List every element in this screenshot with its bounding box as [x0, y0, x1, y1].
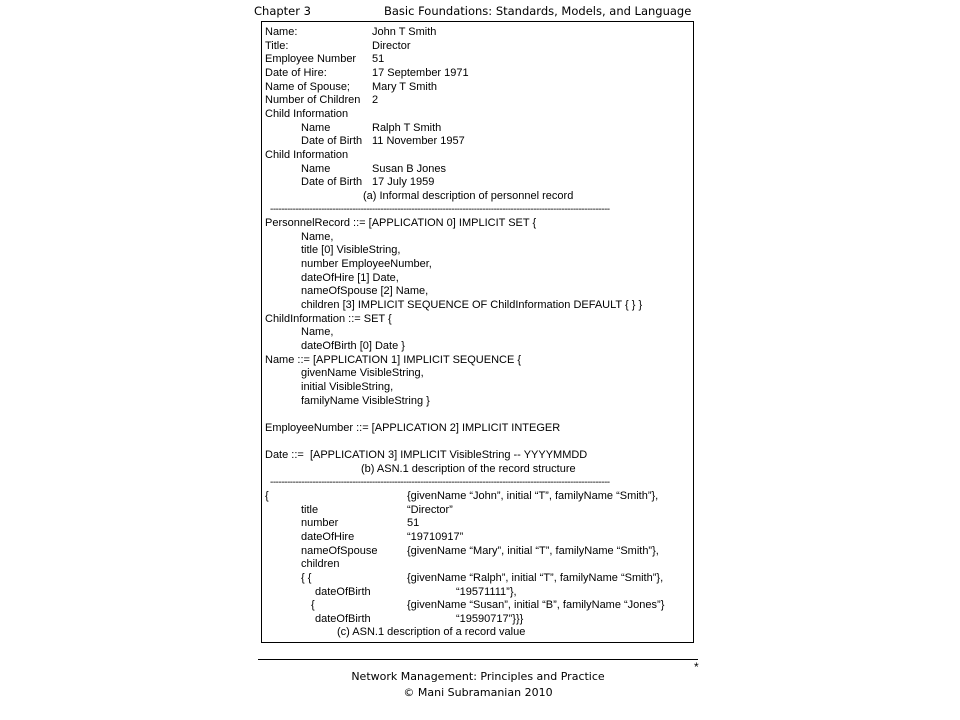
footer-mark: * — [694, 660, 699, 674]
field-value: 11 November 1957 — [372, 135, 465, 147]
field-label: Name — [301, 163, 331, 175]
caption-a: (a) Informal description of personnel record — [363, 190, 574, 202]
figure-box — [261, 21, 694, 643]
chapter-title: Basic Foundations: Standards, Models, and Language — [384, 4, 692, 18]
asn1-line: Date ::= [APPLICATION 3] IMPLICIT VisibleString -- YYYYMMDD — [265, 449, 588, 461]
value-key: children — [301, 558, 340, 570]
field-value: Ralph T Smith — [372, 122, 442, 134]
asn1-line: Name, — [301, 231, 334, 243]
value-key: { { — [301, 572, 312, 584]
field-label: Date of Birth — [301, 176, 363, 188]
asn1-line: Name, — [301, 326, 334, 338]
value-key: { — [265, 490, 269, 502]
asn1-line: EmployeeNumber ::= [APPLICATION 2] IMPLICIT INTEGER — [265, 422, 561, 434]
field-value: Susan B Jones — [372, 163, 446, 175]
value-key: number — [301, 517, 339, 529]
field-value: 17 September 1971 — [372, 67, 469, 79]
chapter-label: Chapter 3 — [254, 4, 311, 18]
asn1-line: children [3] IMPLICIT SEQUENCE OF ChildInformation DEFAULT { } } — [301, 299, 643, 311]
asn1-line: ChildInformation ::= SET { — [265, 313, 392, 325]
field-value: 51 — [372, 53, 385, 65]
value-data: “Director” — [407, 504, 453, 516]
field-label: Name of Spouse; — [265, 81, 350, 93]
field-label: Number of Children — [265, 94, 361, 106]
caption-b: (b) ASN.1 description of the record structure — [361, 463, 576, 475]
separator-line: ------------------------------------------------------------------------------------------------------------------------ — [270, 477, 610, 488]
field-value: 17 July 1959 — [372, 176, 435, 188]
value-data: {givenName “Mary”, initial “T”, familyName “Smith”}, — [407, 545, 659, 557]
value-data: “19571111”}, — [456, 586, 517, 598]
field-value: John T Smith — [372, 26, 437, 38]
value-data: {givenName “Susan”, initial “B”, familyName “Jones”} — [407, 599, 665, 611]
value-data: {givenName “Ralph”, initial “T”, familyName “Smith”}, — [407, 572, 664, 584]
value-data: “19710917” — [407, 531, 464, 543]
value-key: dateOfHire — [301, 531, 355, 543]
field-label: Child Information — [265, 108, 349, 120]
footer-copyright: © Mani Subramanian 2010 — [403, 686, 553, 699]
asn1-line: givenName VisibleString, — [301, 367, 424, 379]
footer-book-title: Network Management: Principles and Practice — [351, 670, 605, 683]
asn1-line: Name ::= [APPLICATION 1] IMPLICIT SEQUENCE { — [265, 354, 522, 366]
value-data: {givenName “John”, initial “T”, familyName “Smith”}, — [407, 490, 659, 502]
asn1-line: title [0] VisibleString, — [301, 244, 401, 256]
asn1-line: nameOfSpouse [2] Name, — [301, 285, 429, 297]
field-label: Date of Hire: — [265, 67, 327, 79]
asn1-line: number EmployeeNumber, — [301, 258, 432, 270]
value-key: title — [301, 504, 319, 516]
field-label: Name — [301, 122, 331, 134]
field-value: 2 — [372, 94, 379, 106]
value-key: dateOfBirth — [315, 586, 371, 598]
value-key: { — [311, 599, 315, 611]
value-key: dateOfBirth — [315, 613, 371, 625]
value-key: nameOfSpouse — [301, 545, 378, 557]
asn1-line: dateOfHire [1] Date, — [301, 272, 399, 284]
separator-line: ------------------------------------------------------------------------------------------------------------------------ — [270, 204, 610, 215]
field-label: Title: — [265, 40, 289, 52]
field-label: Employee Number — [265, 53, 357, 65]
footer-rule — [258, 659, 698, 660]
asn1-line: PersonnelRecord ::= [APPLICATION 0] IMPLICIT SET { — [265, 217, 537, 229]
asn1-line: familyName VisibleString } — [301, 395, 430, 407]
value-data: “19590717”}}} — [456, 613, 524, 625]
field-label: Name: — [265, 26, 298, 38]
asn1-line: initial VisibleString, — [301, 381, 394, 393]
asn1-line: dateOfBirth [0] Date } — [301, 340, 405, 352]
value-data: 51 — [407, 517, 420, 529]
field-label: Date of Birth — [301, 135, 363, 147]
field-value: Director — [372, 40, 411, 52]
field-label: Child Information — [265, 149, 349, 161]
caption-c: (c) ASN.1 description of a record value — [337, 626, 526, 638]
field-value: Mary T Smith — [372, 81, 437, 93]
